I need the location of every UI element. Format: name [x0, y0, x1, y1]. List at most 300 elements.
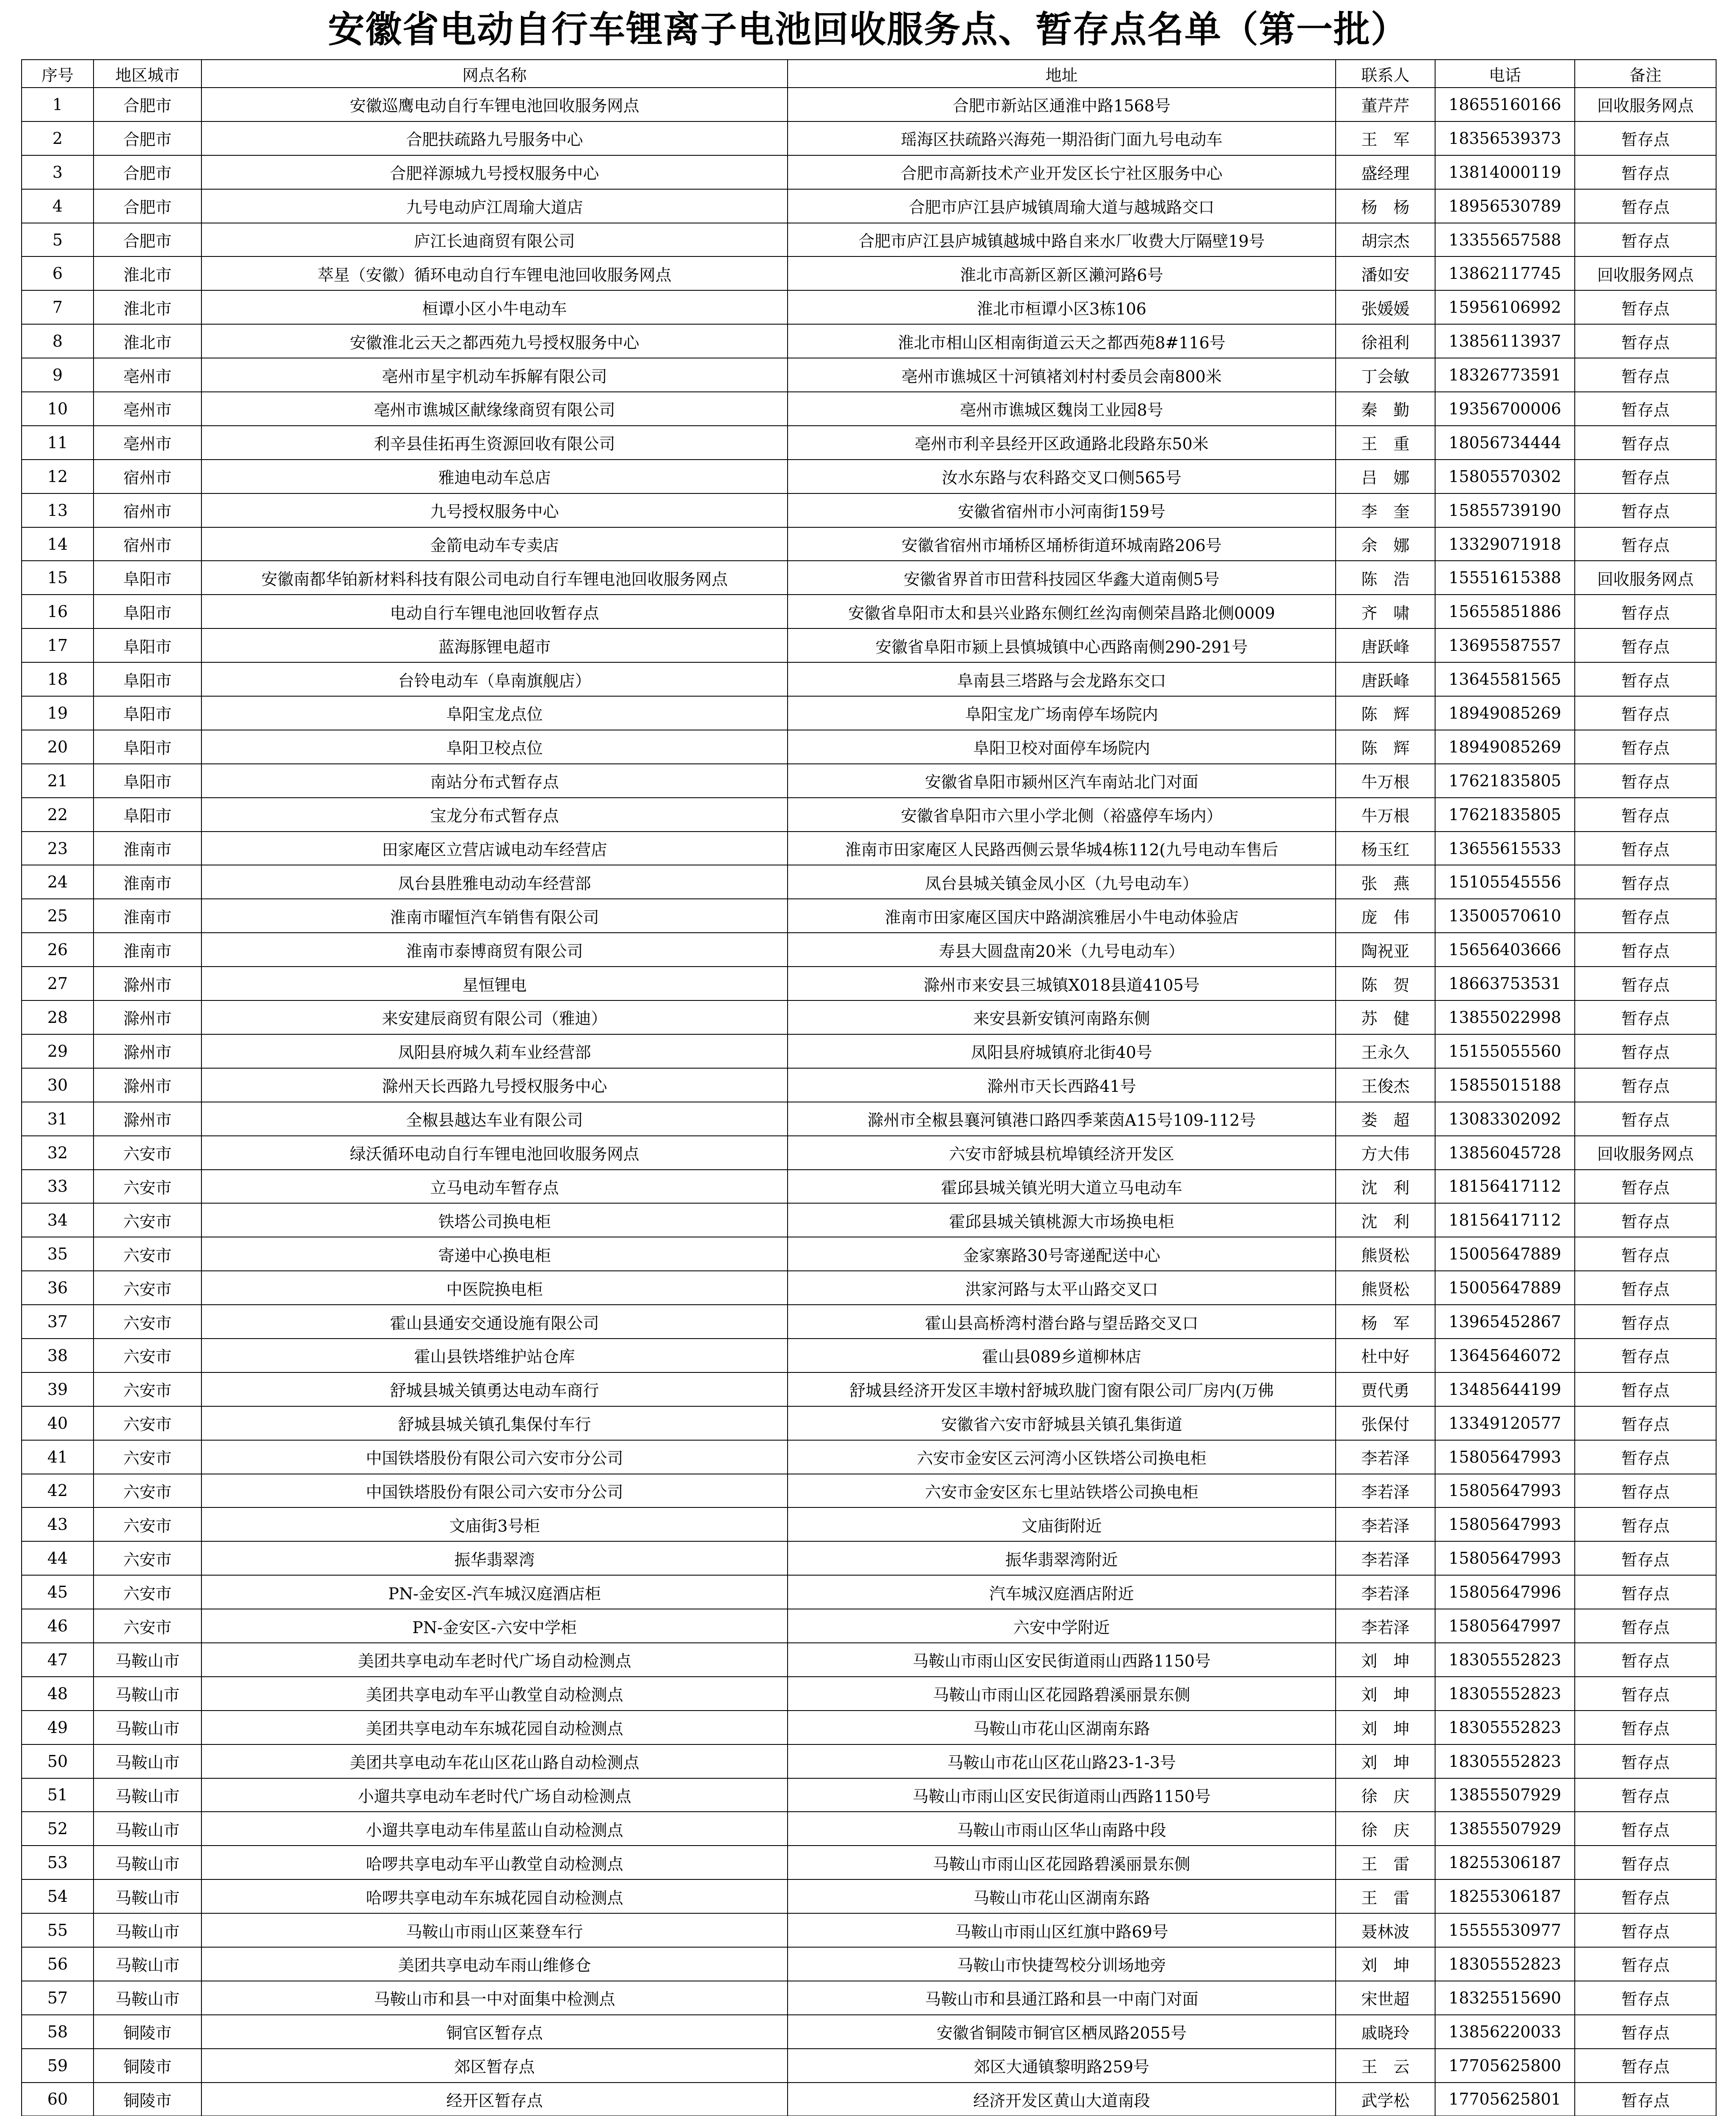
cell-site-name: 亳州市谯城区献缘缘商贸有限公司: [201, 392, 788, 426]
cell-remark: 暂存点: [1575, 1170, 1716, 1204]
cell-city: 滁州市: [94, 967, 201, 1000]
cell-contact: 娄 超: [1336, 1102, 1435, 1136]
cell-contact: 熊贤松: [1336, 1271, 1435, 1305]
cell-remark: 暂存点: [1575, 392, 1716, 426]
cell-site-name: 田家庵区立营店诚电动车经营店: [201, 832, 788, 865]
cell-phone: 18255306187: [1435, 1846, 1575, 1879]
cell-city: 阜阳市: [94, 561, 201, 595]
table-row: [22, 730, 1716, 764]
cell-city: 铜陵市: [94, 2015, 201, 2049]
cell-contact: 余 娜: [1336, 527, 1435, 561]
cell-address: 马鞍山市和县通江路和县一中南门对面: [788, 1981, 1336, 2015]
cell-phone: 18326773591: [1435, 358, 1575, 392]
cell-index: 1: [22, 88, 94, 121]
cell-remark: 暂存点: [1575, 1947, 1716, 1981]
cell-city: 马鞍山市: [94, 1711, 201, 1744]
table-row: [22, 1474, 1716, 1508]
cell-index: 19: [22, 696, 94, 730]
cell-city: 六安市: [94, 1406, 201, 1440]
cell-address: 阜南县三塔路与会龙路东交口: [788, 662, 1336, 696]
cell-address: 马鞍山市快捷驾校分训场地旁: [788, 1947, 1336, 1981]
cell-index: 54: [22, 1879, 94, 1913]
table-row: [22, 1879, 1716, 1913]
cell-site-name: 舒城县城关镇勇达电动车商行: [201, 1372, 788, 1406]
table-row: [22, 1981, 1716, 2015]
table-row: [22, 121, 1716, 155]
cell-remark: 回收服务网点: [1575, 561, 1716, 595]
cell-contact: 刘 坤: [1336, 1711, 1435, 1744]
table-row: [22, 1203, 1716, 1237]
table-row: [22, 1947, 1716, 1981]
cell-index: 53: [22, 1846, 94, 1879]
cell-city: 淮南市: [94, 865, 201, 899]
cell-phone: 13862117745: [1435, 256, 1575, 290]
table-row: [22, 460, 1716, 493]
cell-city: 淮南市: [94, 899, 201, 933]
cell-remark: 暂存点: [1575, 1677, 1716, 1711]
cell-phone: 13855507929: [1435, 1778, 1575, 1812]
cell-site-name: 阜阳宝龙点位: [201, 696, 788, 730]
table-row: [22, 2015, 1716, 2049]
cell-index: 28: [22, 1000, 94, 1034]
cell-city: 合肥市: [94, 223, 201, 257]
cell-contact: 王 雷: [1336, 1846, 1435, 1879]
cell-contact: 沈 利: [1336, 1203, 1435, 1237]
cell-city: 亳州市: [94, 426, 201, 460]
cell-contact: 杨 杨: [1336, 189, 1435, 223]
table-row: [22, 324, 1716, 358]
cell-index: 47: [22, 1643, 94, 1677]
cell-contact: 徐 庆: [1336, 1778, 1435, 1812]
cell-city: 阜阳市: [94, 730, 201, 764]
cell-remark: 暂存点: [1575, 899, 1716, 933]
cell-index: 24: [22, 865, 94, 899]
cell-site-name: 雅迪电动车总店: [201, 460, 788, 493]
header-address: 地址: [788, 60, 1336, 88]
cell-contact: 徐 庆: [1336, 1812, 1435, 1846]
cell-contact: 杨玉红: [1336, 832, 1435, 865]
cell-address: 淮南市田家庵区国庆中路湖滨雅居小牛电动体验店: [788, 899, 1336, 933]
cell-city: 马鞍山市: [94, 1778, 201, 1812]
cell-site-name: 霍山县通安交通设施有限公司: [201, 1305, 788, 1339]
cell-phone: 15105545556: [1435, 865, 1575, 899]
cell-contact: 贾代勇: [1336, 1372, 1435, 1406]
cell-contact: 苏 健: [1336, 1000, 1435, 1034]
cell-contact: 宋世超: [1336, 1981, 1435, 2015]
cell-city: 铜陵市: [94, 2083, 201, 2116]
cell-address: 安徽省宿州市小河南街159号: [788, 493, 1336, 527]
cell-site-name: 滁州天长西路九号授权服务中心: [201, 1068, 788, 1102]
cell-phone: 13965452867: [1435, 1305, 1575, 1339]
cell-phone: 13856113937: [1435, 324, 1575, 358]
cell-address: 霍山县高桥湾村潜台路与望岳路交叉口: [788, 1305, 1336, 1339]
cell-site-name: 霍山县铁塔维护站仓库: [201, 1339, 788, 1372]
service-point-table: [21, 59, 1717, 2116]
cell-city: 亳州市: [94, 392, 201, 426]
cell-address: 合肥市高新技术产业开发区长宁社区服务中心: [788, 155, 1336, 189]
cell-city: 阜阳市: [94, 798, 201, 832]
cell-address: 淮北市桓谭小区3栋106: [788, 290, 1336, 324]
cell-remark: 暂存点: [1575, 121, 1716, 155]
table-row: [22, 595, 1716, 628]
cell-site-name: 铜官区暂存点: [201, 2015, 788, 2049]
cell-remark: 回收服务网点: [1575, 88, 1716, 121]
cell-index: 45: [22, 1575, 94, 1609]
cell-remark: 暂存点: [1575, 1000, 1716, 1034]
cell-address: 安徽省阜阳市太和县兴业路东侧红丝沟南侧荣昌路北侧0009: [788, 595, 1336, 628]
cell-address: 安徽省铜陵市铜官区栖凤路2055号: [788, 2015, 1336, 2049]
cell-address: 洪家河路与太平山路交叉口: [788, 1271, 1336, 1305]
cell-index: 33: [22, 1170, 94, 1204]
cell-address: 凤台县城关镇金凤小区（九号电动车）: [788, 865, 1336, 899]
header-city: 地区城市: [94, 60, 201, 88]
cell-site-name: 星恒锂电: [201, 967, 788, 1000]
cell-phone: 18156417112: [1435, 1170, 1575, 1204]
cell-index: 43: [22, 1507, 94, 1541]
cell-index: 46: [22, 1609, 94, 1643]
cell-phone: 13485644199: [1435, 1372, 1575, 1406]
cell-phone: 15005647889: [1435, 1271, 1575, 1305]
cell-site-name: 立马电动车暂存点: [201, 1170, 788, 1204]
table-row: [22, 628, 1716, 662]
cell-remark: 暂存点: [1575, 1339, 1716, 1372]
cell-city: 宿州市: [94, 493, 201, 527]
cell-address: 阜阳卫校对面停车场院内: [788, 730, 1336, 764]
cell-phone: 15805647997: [1435, 1609, 1575, 1643]
cell-remark: 暂存点: [1575, 426, 1716, 460]
table-header-row: [22, 60, 1716, 88]
cell-phone: 15805647993: [1435, 1507, 1575, 1541]
cell-contact: 聂林波: [1336, 1913, 1435, 1947]
cell-remark: 暂存点: [1575, 1372, 1716, 1406]
cell-city: 合肥市: [94, 88, 201, 121]
cell-address: 安徽省阜阳市颍上县慎城镇中心西路南侧290-291号: [788, 628, 1336, 662]
cell-remark: 暂存点: [1575, 324, 1716, 358]
cell-index: 34: [22, 1203, 94, 1237]
cell-city: 马鞍山市: [94, 1981, 201, 2015]
cell-address: 合肥市庐江县庐城镇周瑜大道与越城路交口: [788, 189, 1336, 223]
cell-contact: 杜中好: [1336, 1339, 1435, 1372]
cell-remark: 暂存点: [1575, 1879, 1716, 1913]
table-row: [22, 256, 1716, 290]
cell-address: 亳州市谯城区魏岗工业园8号: [788, 392, 1336, 426]
cell-remark: 暂存点: [1575, 1271, 1716, 1305]
cell-remark: 暂存点: [1575, 662, 1716, 696]
cell-city: 阜阳市: [94, 662, 201, 696]
cell-address: 金家寨路30号寄递配送中心: [788, 1237, 1336, 1271]
cell-phone: 18663753531: [1435, 967, 1575, 1000]
cell-address: 汝水东路与农科路交叉口侧565号: [788, 460, 1336, 493]
cell-site-name: 美团共享电动车东城花园自动检测点: [201, 1711, 788, 1744]
cell-site-name: 小遛共享电动车老时代广场自动检测点: [201, 1778, 788, 1812]
cell-remark: 暂存点: [1575, 933, 1716, 967]
cell-index: 49: [22, 1711, 94, 1744]
cell-remark: 暂存点: [1575, 832, 1716, 865]
cell-site-name: 亳州市星宇机动车拆解有限公司: [201, 358, 788, 392]
cell-phone: 18949085269: [1435, 730, 1575, 764]
cell-remark: 暂存点: [1575, 1237, 1716, 1271]
cell-remark: 暂存点: [1575, 290, 1716, 324]
cell-contact: 刘 坤: [1336, 1643, 1435, 1677]
cell-site-name: 电动自行车锂电池回收暂存点: [201, 595, 788, 628]
cell-city: 马鞍山市: [94, 1812, 201, 1846]
cell-contact: 陈 浩: [1336, 561, 1435, 595]
cell-address: 舒城县经济开发区丰墩村舒城玖胧门窗有限公司厂房内(万佛: [788, 1372, 1336, 1406]
table-body: [22, 88, 1716, 2116]
cell-phone: 18156417112: [1435, 1203, 1575, 1237]
cell-index: 5: [22, 223, 94, 257]
cell-address: 马鞍山市雨山区花园路碧溪丽景东侧: [788, 1677, 1336, 1711]
cell-remark: 暂存点: [1575, 460, 1716, 493]
table-row: [22, 1913, 1716, 1947]
cell-phone: 13645581565: [1435, 662, 1575, 696]
cell-site-name: 振华翡翠湾: [201, 1541, 788, 1575]
table-row: [22, 392, 1716, 426]
cell-phone: 19356700006: [1435, 392, 1575, 426]
cell-remark: 暂存点: [1575, 155, 1716, 189]
table-row: [22, 696, 1716, 730]
cell-city: 六安市: [94, 1203, 201, 1237]
cell-address: 淮北市相山区相南街道云天之都西苑8#116号: [788, 324, 1336, 358]
table-row: [22, 1677, 1716, 1711]
cell-city: 马鞍山市: [94, 1677, 201, 1711]
cell-city: 六安市: [94, 1339, 201, 1372]
document-title: 安徽省电动自行车锂离子电池回收服务点、暂存点名单（第一批）: [328, 8, 1408, 51]
cell-index: 15: [22, 561, 94, 595]
cell-phone: 15805647993: [1435, 1440, 1575, 1474]
table-row: [22, 933, 1716, 967]
cell-city: 马鞍山市: [94, 1913, 201, 1947]
cell-city: 淮北市: [94, 256, 201, 290]
cell-contact: 王 雷: [1336, 1879, 1435, 1913]
cell-address: 合肥市新站区通淮中路1568号: [788, 88, 1336, 121]
cell-contact: 李若泽: [1336, 1575, 1435, 1609]
cell-site-name: 金箭电动车专卖店: [201, 527, 788, 561]
cell-remark: 暂存点: [1575, 1474, 1716, 1508]
cell-site-name: 中国铁塔股份有限公司六安市分公司: [201, 1440, 788, 1474]
table-row: [22, 1541, 1716, 1575]
cell-site-name: 全椒县越达车业有限公司: [201, 1102, 788, 1136]
table-row: [22, 1812, 1716, 1846]
cell-address: 安徽省六安市舒城县关镇孔集街道: [788, 1406, 1336, 1440]
cell-contact: 王 军: [1336, 121, 1435, 155]
cell-contact: 刘 坤: [1336, 1947, 1435, 1981]
cell-city: 六安市: [94, 1136, 201, 1170]
cell-city: 六安市: [94, 1170, 201, 1204]
table-row: [22, 493, 1716, 527]
cell-city: 滁州市: [94, 1068, 201, 1102]
cell-phone: 13855022998: [1435, 1000, 1575, 1034]
cell-address: 郊区大通镇黎明路259号: [788, 2049, 1336, 2083]
cell-address: 马鞍山市雨山区安民街道雨山西路1150号: [788, 1643, 1336, 1677]
cell-index: 38: [22, 1339, 94, 1372]
cell-phone: 13349120577: [1435, 1406, 1575, 1440]
cell-index: 51: [22, 1778, 94, 1812]
cell-site-name: 淮南市曜恒汽车销售有限公司: [201, 899, 788, 933]
cell-phone: 13329071918: [1435, 527, 1575, 561]
cell-index: 41: [22, 1440, 94, 1474]
cell-phone: 17621835805: [1435, 764, 1575, 798]
cell-city: 六安市: [94, 1305, 201, 1339]
cell-address: 安徽省阜阳市六里小学北侧（裕盛停车场内）: [788, 798, 1336, 832]
cell-address: 马鞍山市雨山区红旗中路69号: [788, 1913, 1336, 1947]
cell-remark: 暂存点: [1575, 358, 1716, 392]
cell-remark: 暂存点: [1575, 1203, 1716, 1237]
table-row: [22, 88, 1716, 121]
cell-index: 25: [22, 899, 94, 933]
cell-index: 2: [22, 121, 94, 155]
cell-site-name: 萃星（安徽）循环电动自行车锂电池回收服务网点: [201, 256, 788, 290]
cell-site-name: 铁塔公司换电柜: [201, 1203, 788, 1237]
cell-index: 37: [22, 1305, 94, 1339]
cell-contact: 潘如安: [1336, 256, 1435, 290]
cell-index: 57: [22, 1981, 94, 2015]
cell-address: 马鞍山市雨山区华山南路中段: [788, 1812, 1336, 1846]
table-row: [22, 662, 1716, 696]
cell-city: 六安市: [94, 1474, 201, 1508]
cell-index: 9: [22, 358, 94, 392]
cell-index: 21: [22, 764, 94, 798]
table-row: [22, 1034, 1716, 1068]
cell-phone: 15551615388: [1435, 561, 1575, 595]
cell-index: 23: [22, 832, 94, 865]
table-row: [22, 527, 1716, 561]
cell-phone: 15956106992: [1435, 290, 1575, 324]
cell-city: 滁州市: [94, 1102, 201, 1136]
cell-phone: 17705625801: [1435, 2083, 1575, 2116]
cell-address: 滁州市全椒县襄河镇港口路四季莱茵A15号109-112号: [788, 1102, 1336, 1136]
cell-city: 淮南市: [94, 933, 201, 967]
cell-site-name: 马鞍山市和县一中对面集中检测点: [201, 1981, 788, 2015]
cell-phone: 18305552823: [1435, 1677, 1575, 1711]
cell-remark: 暂存点: [1575, 1846, 1716, 1879]
cell-phone: 18325515690: [1435, 1981, 1575, 2015]
cell-remark: 暂存点: [1575, 1068, 1716, 1102]
cell-site-name: 南站分布式暂存点: [201, 764, 788, 798]
cell-site-name: 庐江长迪商贸有限公司: [201, 223, 788, 257]
table-row: [22, 290, 1716, 324]
cell-contact: 沈 利: [1336, 1170, 1435, 1204]
cell-remark: 暂存点: [1575, 1507, 1716, 1541]
cell-contact: 牛万根: [1336, 798, 1435, 832]
table-row: [22, 561, 1716, 595]
cell-remark: 暂存点: [1575, 1778, 1716, 1812]
cell-phone: 18305552823: [1435, 1947, 1575, 1981]
cell-site-name: 桓谭小区小牛电动车: [201, 290, 788, 324]
cell-address: 亳州市谯城区十河镇褚刘村村委员会南800米: [788, 358, 1336, 392]
cell-city: 阜阳市: [94, 764, 201, 798]
cell-address: 滁州市来安县三城镇X018县道4105号: [788, 967, 1336, 1000]
cell-index: 8: [22, 324, 94, 358]
cell-remark: 暂存点: [1575, 1305, 1716, 1339]
table-row: [22, 1170, 1716, 1204]
cell-index: 36: [22, 1271, 94, 1305]
cell-contact: 李若泽: [1336, 1474, 1435, 1508]
cell-phone: 18655160166: [1435, 88, 1575, 121]
cell-remark: 暂存点: [1575, 696, 1716, 730]
cell-site-name: 台铃电动车（阜南旗舰店）: [201, 662, 788, 696]
cell-phone: 15805647993: [1435, 1541, 1575, 1575]
cell-site-name: 马鞍山市雨山区莱登车行: [201, 1913, 788, 1947]
table-row: [22, 798, 1716, 832]
table-row: [22, 967, 1716, 1000]
cell-city: 六安市: [94, 1271, 201, 1305]
cell-contact: 徐祖利: [1336, 324, 1435, 358]
cell-address: 文庙街附近: [788, 1507, 1336, 1541]
cell-phone: 15155055560: [1435, 1034, 1575, 1068]
cell-address: 马鞍山市花山区花山路23-1-3号: [788, 1744, 1336, 1778]
cell-address: 寿县大圆盘南20米（九号电动车）: [788, 933, 1336, 967]
cell-index: 30: [22, 1068, 94, 1102]
cell-city: 滁州市: [94, 1034, 201, 1068]
cell-contact: 刘 坤: [1336, 1677, 1435, 1711]
table-row: [22, 1305, 1716, 1339]
cell-contact: 李若泽: [1336, 1609, 1435, 1643]
cell-contact: 戚晓玲: [1336, 2015, 1435, 2049]
cell-city: 阜阳市: [94, 628, 201, 662]
table-row: [22, 1846, 1716, 1879]
table-row: [22, 832, 1716, 865]
header-phone: 电话: [1435, 60, 1575, 88]
cell-site-name: 阜阳卫校点位: [201, 730, 788, 764]
cell-phone: 15656403666: [1435, 933, 1575, 967]
cell-index: 7: [22, 290, 94, 324]
cell-index: 60: [22, 2083, 94, 2116]
cell-remark: 暂存点: [1575, 1034, 1716, 1068]
cell-remark: 暂存点: [1575, 527, 1716, 561]
cell-phone: 13645646072: [1435, 1339, 1575, 1372]
cell-site-name: 宝龙分布式暂存点: [201, 798, 788, 832]
cell-city: 六安市: [94, 1609, 201, 1643]
cell-phone: 17705625800: [1435, 2049, 1575, 2083]
cell-remark: 暂存点: [1575, 967, 1716, 1000]
cell-index: 17: [22, 628, 94, 662]
cell-contact: 熊贤松: [1336, 1237, 1435, 1271]
cell-site-name: 合肥扶疏路九号服务中心: [201, 121, 788, 155]
cell-remark: 暂存点: [1575, 2083, 1716, 2116]
header-remark: 备注: [1575, 60, 1716, 88]
cell-phone: 13856045728: [1435, 1136, 1575, 1170]
cell-address: 安徽省阜阳市颍州区汽车南站北门对面: [788, 764, 1336, 798]
cell-remark: 暂存点: [1575, 595, 1716, 628]
cell-remark: 暂存点: [1575, 798, 1716, 832]
cell-phone: 15805570302: [1435, 460, 1575, 493]
cell-site-name: 哈啰共享电动车东城花园自动检测点: [201, 1879, 788, 1913]
cell-index: 32: [22, 1136, 94, 1170]
cell-phone: 13695587557: [1435, 628, 1575, 662]
cell-address: 马鞍山市花山区湖南东路: [788, 1711, 1336, 1744]
cell-site-name: 九号电动庐江周瑜大道店: [201, 189, 788, 223]
table-row: [22, 1609, 1716, 1643]
cell-contact: 张保付: [1336, 1406, 1435, 1440]
cell-address: 淮南市田家庵区人民路西侧云景华城4栋112(九号电动车售后: [788, 832, 1336, 865]
cell-city: 宿州市: [94, 460, 201, 493]
cell-contact: 齐 啸: [1336, 595, 1435, 628]
cell-site-name: 合肥祥源城九号授权服务中心: [201, 155, 788, 189]
cell-index: 14: [22, 527, 94, 561]
table-row: [22, 1744, 1716, 1778]
cell-contact: 王永久: [1336, 1034, 1435, 1068]
cell-contact: 陶祝亚: [1336, 933, 1435, 967]
cell-remark: 暂存点: [1575, 223, 1716, 257]
table-row: [22, 764, 1716, 798]
cell-city: 六安市: [94, 1440, 201, 1474]
cell-phone: 18305552823: [1435, 1711, 1575, 1744]
cell-address: 六安市金安区东七里站铁塔公司换电柜: [788, 1474, 1336, 1508]
cell-site-name: 中国铁塔股份有限公司六安市分公司: [201, 1474, 788, 1508]
cell-address: 霍山县089乡道柳林店: [788, 1339, 1336, 1372]
table-row: [22, 189, 1716, 223]
